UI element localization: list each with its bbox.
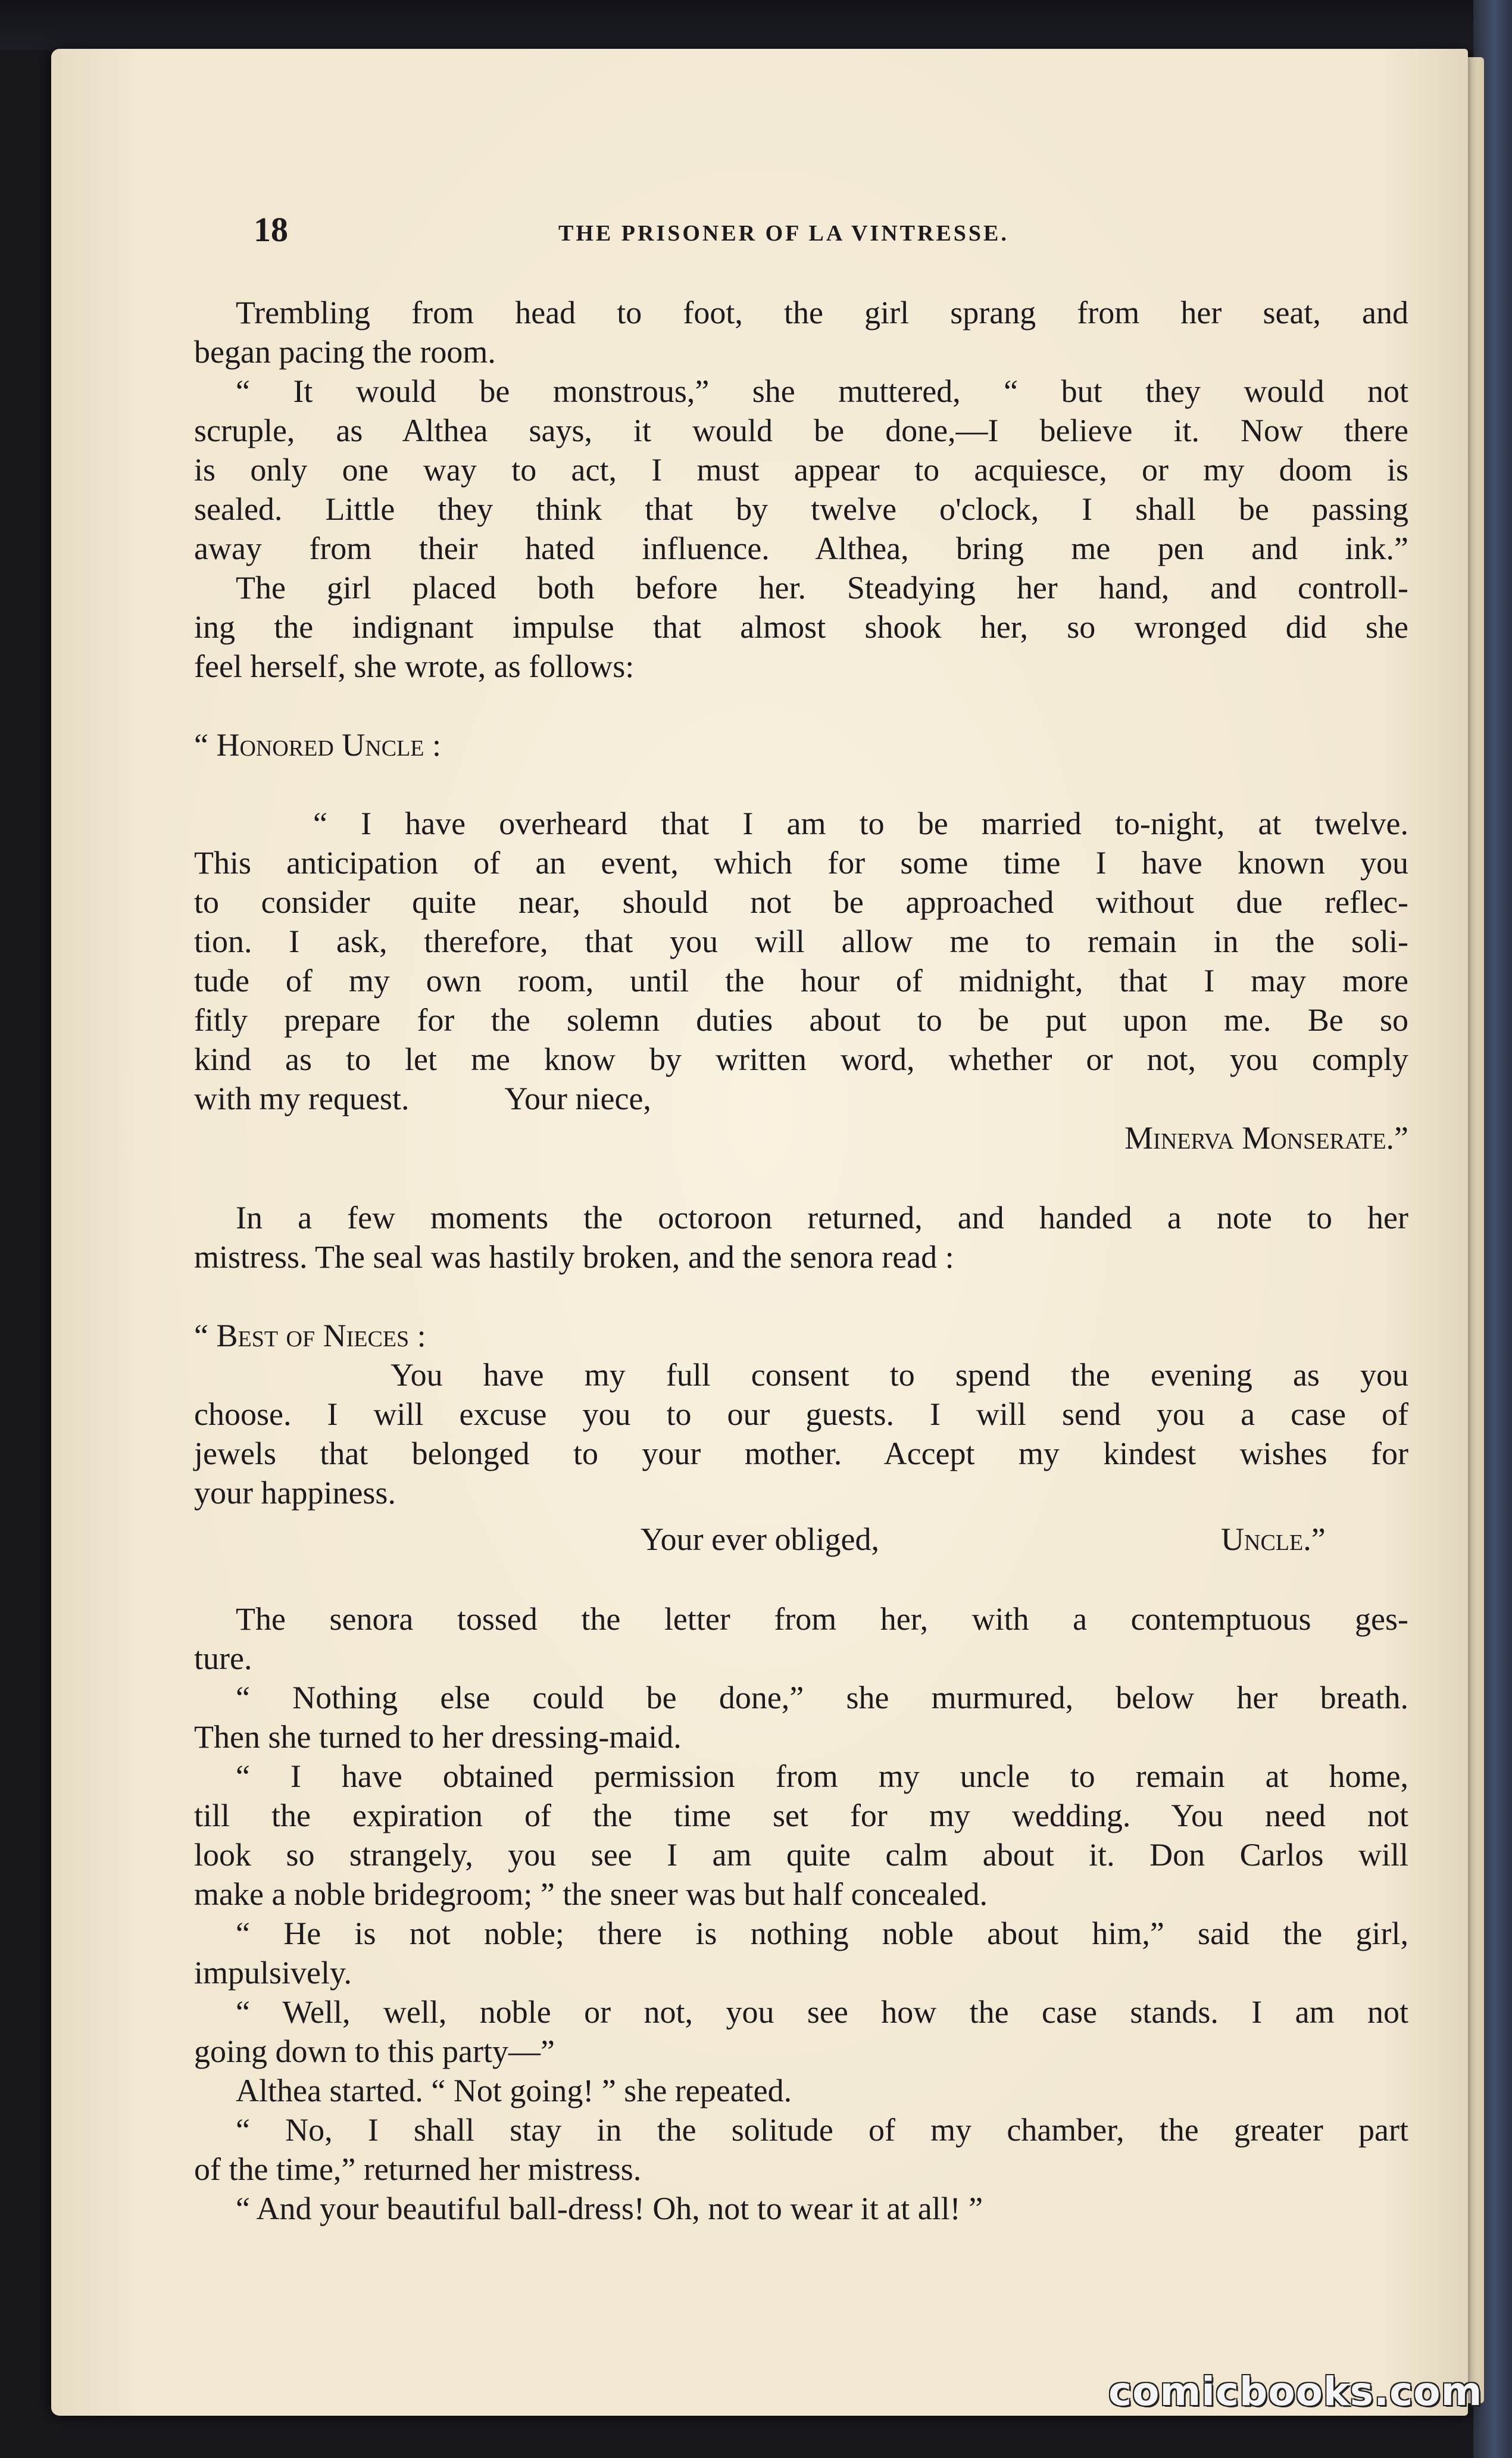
text-line: away from their hated influence. Althea, bring me pen and ink.” <box>194 531 1408 566</box>
text-line: impulsively. <box>194 1955 352 1991</box>
text-line: choose. I will excuse you to our guests. I will send you a case of <box>194 1396 1408 1432</box>
text-line: “ I have obtained permission from my uncle to remain at home, <box>236 1758 1408 1794</box>
letter-salutation: “ Best of Nieces : <box>194 1318 426 1353</box>
text-line: mistress. The seal was hastily broken, and the senora read : <box>194 1239 954 1275</box>
text-line: “ Nothing else could be done,” she murmured, below her breath. <box>236 1680 1408 1715</box>
text-line: “ I have overheard that I am to be married to-night, at twelve. <box>313 806 1408 841</box>
text-line: Trembling from head to foot, the girl sprang from her seat, and <box>236 295 1408 330</box>
site-watermark: comicbooks.com <box>1108 2369 1483 2415</box>
text-line: your happiness. <box>194 1475 396 1511</box>
text-line: make a noble bridegroom; ” the sneer was but half concealed. <box>194 1876 988 1912</box>
text-line: ture. <box>194 1640 252 1676</box>
text-line: “ Well, well, noble or not, you see how the case stands. I am not <box>236 1994 1408 2030</box>
text-line: till the expiration of the time set for my wedding. You need not <box>194 1798 1408 1833</box>
text-line: fitly prepare for the solemn duties about to be put upon me. Be so <box>194 1002 1408 1038</box>
text-line: Then she turned to her dressing-maid. <box>194 1719 682 1755</box>
text-line: of the time,” returned her mistress. <box>194 2151 642 2187</box>
text-line: going down to this party—” <box>194 2033 555 2069</box>
letter-signature: Uncle.” <box>1221 1521 1326 1557</box>
text-line: began pacing the room. <box>194 334 496 370</box>
text-line: tude of my own room, until the hour of midnight, that I may more <box>194 963 1408 999</box>
text-line: to consider quite near, should not be approached without due reflec- <box>194 884 1408 920</box>
text-line: The senora tossed the letter from her, with a contemptuous ges- <box>236 1601 1408 1637</box>
text-line: “ He is not noble; there is nothing noble about him,” said the girl, <box>236 1916 1408 1951</box>
letter-closing: Your ever obliged, <box>641 1521 879 1557</box>
scan-background-top <box>0 0 1512 50</box>
text-line: jewels that belonged to your mother. Accept my kindest wishes for <box>194 1436 1408 1471</box>
running-title: THE PRISONER OF LA VINTRESSE. <box>558 221 1009 246</box>
text-line: look so strangely, you see I am quite calm about it. Don Carlos will <box>194 1837 1408 1873</box>
letter-signature: Minerva Monserate.” <box>1124 1120 1408 1156</box>
text-line: sealed. Little they think that by twelve o'clock, I shall be passing <box>194 491 1408 527</box>
text-line: “ It would be monstrous,” she muttered, “ but they would not <box>236 373 1408 409</box>
text-line: is only one way to act, I must appear to acquiesce, or my doom is <box>194 452 1408 488</box>
book-page <box>51 49 1468 2416</box>
text-line: ing the indignant impulse that almost shook her, so wronged did she <box>194 609 1408 645</box>
text-line: “ No, I shall stay in the solitude of my chamber, the greater part <box>236 2112 1408 2148</box>
text-line: In a few moments the octoroon returned, and handed a note to her <box>236 1200 1408 1236</box>
text-line: “ And your beautiful ball-dress! Oh, not to wear it at all! ” <box>236 2191 983 2226</box>
text-line: scruple, as Althea says, it would be done,—I believe it. Now there <box>194 413 1408 448</box>
text-line: Althea started. “ Not going! ” she repeated. <box>236 2073 792 2108</box>
text-line: This anticipation of an event, which for some time I have known you <box>194 845 1408 881</box>
text-line: with my request. Your niece, <box>194 1081 651 1116</box>
text-line: The girl placed both before her. Steadying her hand, and controll- <box>236 570 1408 606</box>
page-header <box>194 210 1408 251</box>
text-line: tion. I ask, therefore, that you will allow me to remain in the soli- <box>194 924 1408 959</box>
text-line: feel herself, she wrote, as follows: <box>194 648 635 684</box>
page-number: 18 <box>254 210 288 249</box>
text-line: kind as to let me know by written word, whether or not, you comply <box>194 1041 1408 1077</box>
text-line: You have my full consent to spend the evening as you <box>391 1357 1408 1393</box>
letter-salutation: “ Honored Uncle : <box>194 727 442 763</box>
